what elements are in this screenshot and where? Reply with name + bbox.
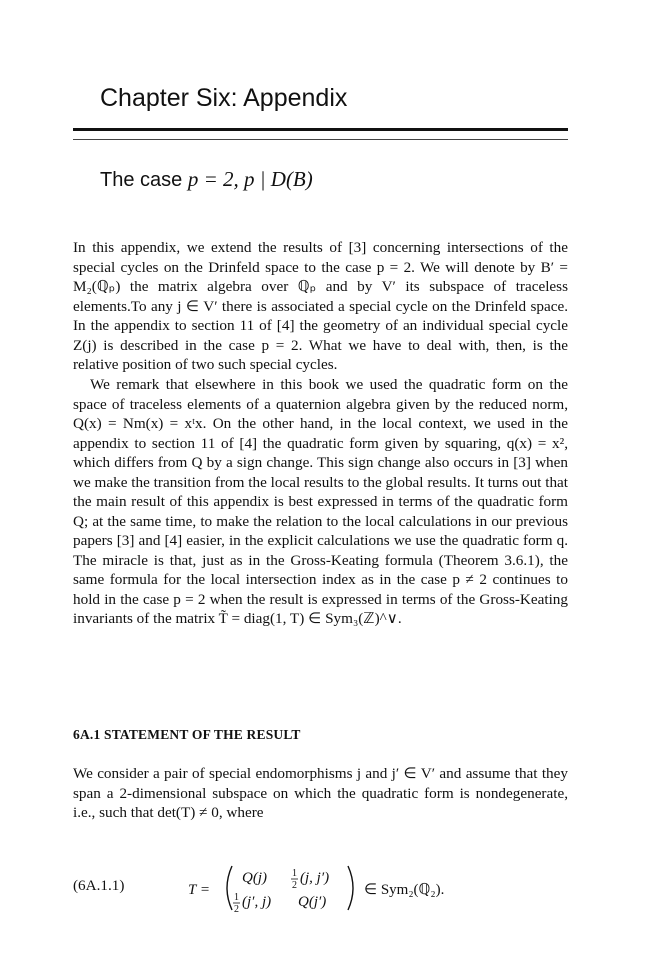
left-paren <box>227 866 232 910</box>
paragraph-remark: We remark that elsewhere in this book we used the quadratic form on the space of traceless elements of a quaternion algebra given by the reduced norm, Q(x) = Nm(x) = xᵗx. On the other hand, in the local context, we used in the appendix to section 11 of [4] the quadratic form given by squaring, q(x) = x², which differs from Q by a sign change. This sign change also occurs in [3] when we make the transition from the local results to the global results. It turns out that the main result of this appendix is best expressed in terms of the quadratic form Q; at the same time, to make the relation to the local calculations in our previous papers [3] and [4] easier, in the explicit calculations we use the quadratic form q. The miracle is that, just as in the Gross-Keating formula (Theorem 3.6.1), the same formula for the local intersection index as in the case p ≠ 2 continues to hold in the case p = 2 when the result is expressed in terms of the Gross-Keating invariants of the matrix T̃ = diag(1, T) ∈ Sym₃(ℤ)^∨. <box>73 376 568 627</box>
equation-6a-1-1 <box>73 860 568 916</box>
matrix-entry-11: Q(j) <box>242 870 267 886</box>
section-title <box>100 167 313 192</box>
section-title-math: p = 2, p | D(B) <box>187 167 313 191</box>
equation-rhs: ∈ Sym₂(ℚ₂). <box>364 882 445 898</box>
header-rule-thin <box>73 139 568 140</box>
paragraph-intro: In this appendix, we extend the results of [3] concerning intersections of the special cycles on the Drinfeld space to the case p = 2. We will denote by B′ = M₂(ℚₚ) the matrix algebra over ℚₚ and by V′ its subspace of traceless elements.To any j ∈ V′ there is associated a special cycle on the Drinfeld space. In the appendix to section 11 of [4] the geometry of an individual special cycle Z(j) is described in the case p = 2. What we have to deal with, then, is the relative position of two such special cycles. <box>73 239 568 373</box>
matrix-equation <box>188 860 548 916</box>
section-title-prefix: The case <box>100 169 183 191</box>
header-rule-thick <box>73 128 568 131</box>
paragraph-statement: We consider a pair of special endomorphisms j and j′ ∈ V′ and assume that they span a 2-dimensional subspace on which the quadratic form is nondegenerate, i.e., such that det(T) ≠ 0, where <box>73 765 568 821</box>
half-den-12: 2 <box>292 880 297 891</box>
half-num-12: 1 <box>292 868 297 879</box>
equation-lhs: T = <box>188 882 210 898</box>
matrix-entry-22: Q(j′) <box>298 894 327 910</box>
half-den-21: 2 <box>234 904 239 915</box>
right-paren <box>348 866 353 910</box>
subsection-heading: 6A.1 STATEMENT OF THE RESULT <box>73 727 301 742</box>
matrix-entry-21: (j′, j) <box>242 894 272 910</box>
chapter-title: Chapter Six: Appendix <box>100 84 348 112</box>
half-num-21: 1 <box>234 892 239 903</box>
matrix-entry-12: (j, j′) <box>300 870 330 886</box>
equation-label: (6A.1.1) <box>73 877 125 894</box>
